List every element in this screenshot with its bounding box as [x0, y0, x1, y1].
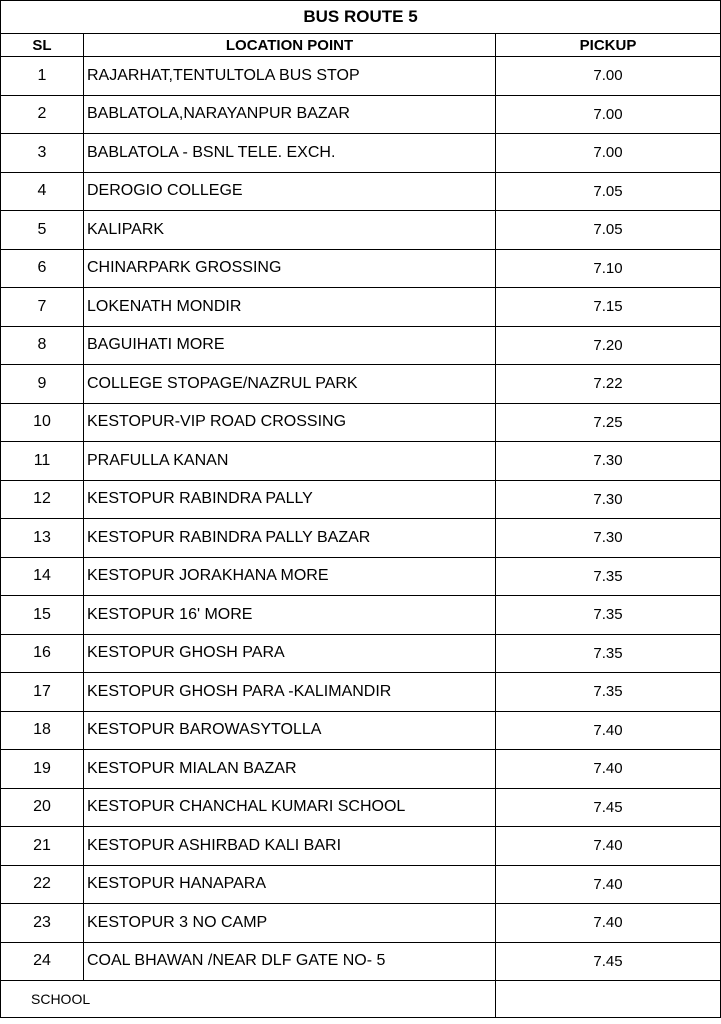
table-row	[1, 288, 721, 327]
row-sl: 20	[1, 788, 84, 827]
row-pickup: 7.05	[496, 211, 721, 250]
row-pickup: 7.00	[496, 134, 721, 173]
footer-label: SCHOOL	[1, 981, 496, 1018]
table-row	[1, 904, 721, 943]
row-location: KESTOPUR ASHIRBAD KALI BARI	[84, 827, 496, 866]
title-row	[1, 1, 721, 34]
row-location: BABLATOLA,NARAYANPUR BAZAR	[84, 95, 496, 134]
row-location: PRAFULLA KANAN	[84, 442, 496, 481]
row-sl: 8	[1, 326, 84, 365]
row-location: RAJARHAT,TENTULTOLA BUS STOP	[84, 57, 496, 96]
row-pickup: 7.30	[496, 442, 721, 481]
footer-row	[1, 981, 721, 1018]
row-sl: 14	[1, 557, 84, 596]
row-sl: 2	[1, 95, 84, 134]
row-pickup: 7.45	[496, 788, 721, 827]
table-row	[1, 596, 721, 635]
row-pickup: 7.10	[496, 249, 721, 288]
table-row	[1, 519, 721, 558]
row-pickup: 7.40	[496, 827, 721, 866]
row-pickup: 7.35	[496, 557, 721, 596]
table-row	[1, 172, 721, 211]
table-row	[1, 750, 721, 789]
row-location: KESTOPUR HANAPARA	[84, 865, 496, 904]
table-row	[1, 403, 721, 442]
row-pickup: 7.45	[496, 942, 721, 981]
header-sl: SL	[1, 34, 84, 57]
table-row	[1, 634, 721, 673]
footer-pickup	[496, 981, 721, 1018]
row-location: LOKENATH MONDIR	[84, 288, 496, 327]
row-pickup: 7.40	[496, 904, 721, 943]
row-pickup: 7.05	[496, 172, 721, 211]
row-pickup: 7.22	[496, 365, 721, 404]
row-sl: 19	[1, 750, 84, 789]
row-sl: 9	[1, 365, 84, 404]
table-row	[1, 134, 721, 173]
row-sl: 3	[1, 134, 84, 173]
row-location: KESTOPUR RABINDRA PALLY BAZAR	[84, 519, 496, 558]
row-pickup: 7.00	[496, 95, 721, 134]
route-title: BUS ROUTE 5	[1, 1, 721, 34]
row-pickup: 7.15	[496, 288, 721, 327]
row-sl: 21	[1, 827, 84, 866]
table-row	[1, 865, 721, 904]
header-location: LOCATION POINT	[84, 34, 496, 57]
table-row	[1, 211, 721, 250]
table-row	[1, 442, 721, 481]
route-body	[1, 57, 721, 981]
row-sl: 16	[1, 634, 84, 673]
row-pickup: 7.30	[496, 480, 721, 519]
row-location: COAL BHAWAN /NEAR DLF GATE NO- 5	[84, 942, 496, 981]
row-sl: 24	[1, 942, 84, 981]
row-pickup: 7.35	[496, 673, 721, 712]
table-row	[1, 326, 721, 365]
row-location: KESTOPUR GHOSH PARA	[84, 634, 496, 673]
table-row	[1, 95, 721, 134]
row-sl: 13	[1, 519, 84, 558]
row-sl: 5	[1, 211, 84, 250]
header-pickup: PICKUP	[496, 34, 721, 57]
row-pickup: 7.20	[496, 326, 721, 365]
row-sl: 18	[1, 711, 84, 750]
header-row	[1, 34, 721, 57]
table-row	[1, 827, 721, 866]
row-pickup: 7.40	[496, 865, 721, 904]
row-location: KESTOPUR CHANCHAL KUMARI SCHOOL	[84, 788, 496, 827]
row-location: KESTOPUR-VIP ROAD CROSSING	[84, 403, 496, 442]
row-sl: 22	[1, 865, 84, 904]
row-sl: 15	[1, 596, 84, 635]
row-location: KALIPARK	[84, 211, 496, 250]
row-location: KESTOPUR BAROWASYTOLLA	[84, 711, 496, 750]
row-sl: 11	[1, 442, 84, 481]
table-row	[1, 942, 721, 981]
row-sl: 4	[1, 172, 84, 211]
row-location: KESTOPUR JORAKHANA MORE	[84, 557, 496, 596]
row-pickup: 7.30	[496, 519, 721, 558]
row-location: KESTOPUR 16' MORE	[84, 596, 496, 635]
row-sl: 1	[1, 57, 84, 96]
row-location: KESTOPUR MIALAN BAZAR	[84, 750, 496, 789]
row-sl: 23	[1, 904, 84, 943]
row-location: BAGUIHATI MORE	[84, 326, 496, 365]
row-pickup: 7.40	[496, 711, 721, 750]
table-row	[1, 57, 721, 96]
row-location: CHINARPARK GROSSING	[84, 249, 496, 288]
row-pickup: 7.40	[496, 750, 721, 789]
row-location: BABLATOLA - BSNL TELE. EXCH.	[84, 134, 496, 173]
row-location: DEROGIO COLLEGE	[84, 172, 496, 211]
row-location: COLLEGE STOPAGE/NAZRUL PARK	[84, 365, 496, 404]
table-row	[1, 788, 721, 827]
row-location: KESTOPUR GHOSH PARA -KALIMANDIR	[84, 673, 496, 712]
row-sl: 10	[1, 403, 84, 442]
row-location: KESTOPUR 3 NO CAMP	[84, 904, 496, 943]
row-sl: 17	[1, 673, 84, 712]
table-row	[1, 711, 721, 750]
table-row	[1, 365, 721, 404]
table-row	[1, 557, 721, 596]
row-pickup: 7.00	[496, 57, 721, 96]
table-row	[1, 480, 721, 519]
row-pickup: 7.35	[496, 596, 721, 635]
row-pickup: 7.35	[496, 634, 721, 673]
row-sl: 12	[1, 480, 84, 519]
table-row	[1, 249, 721, 288]
row-sl: 7	[1, 288, 84, 327]
row-pickup: 7.25	[496, 403, 721, 442]
table-row	[1, 673, 721, 712]
row-sl: 6	[1, 249, 84, 288]
row-location: KESTOPUR RABINDRA PALLY	[84, 480, 496, 519]
